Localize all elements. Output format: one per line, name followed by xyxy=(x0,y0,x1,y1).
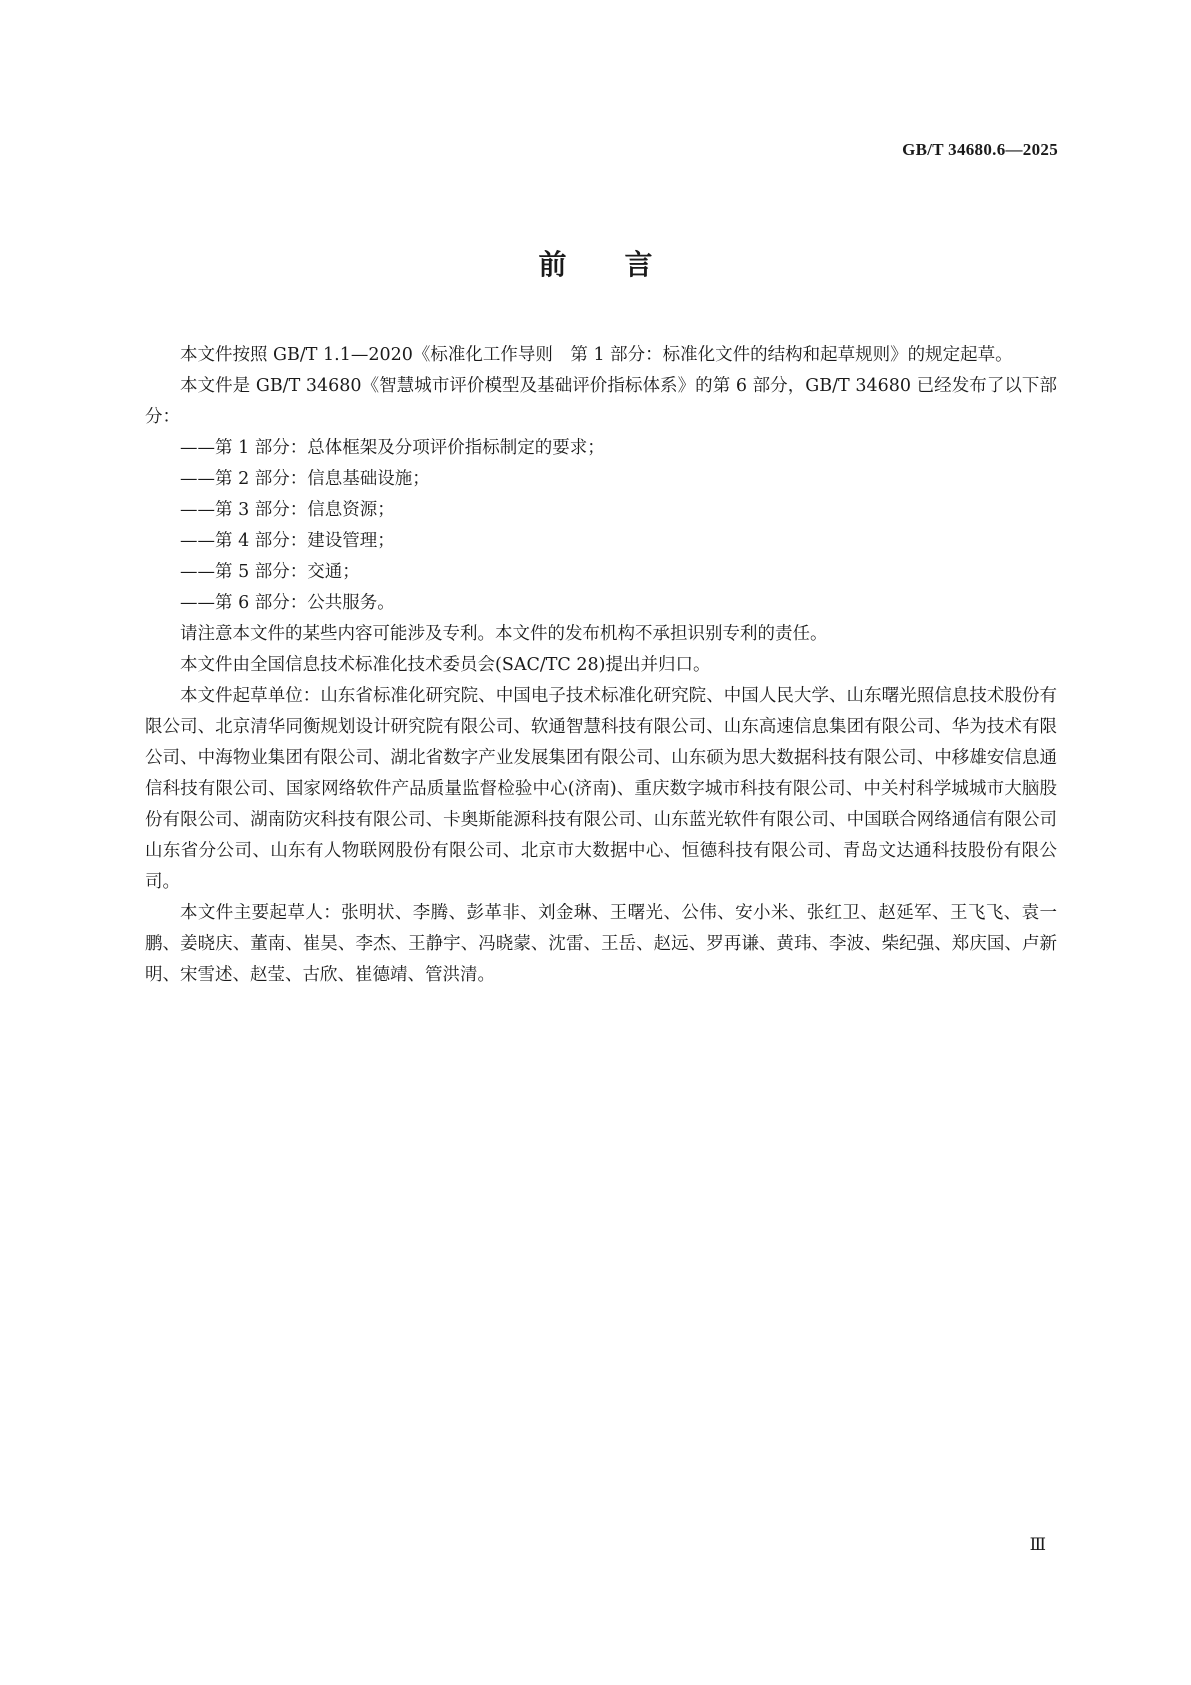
page-number: Ⅲ xyxy=(1029,1535,1046,1554)
list-item: ——第 3 部分：信息资源； xyxy=(180,500,395,520)
list-item: ——第 1 部分：总体框架及分项评价指标制定的要求； xyxy=(180,438,605,458)
drafters-paragraph: 本文件主要起草人：张明状、李腾、彭革非、刘金琳、王曙光、公伟、安小米、张红卫、赵延军、王飞飞、袁一鹏、姜晓庆、董南、崔昊、李杰、王静宇、冯晓蒙、沈雷、王岳、赵远、罗再谦、黄玮、李波、柴纪强、郑庆国、卢新明、宋雪述、赵莹、古欣、崔德靖、管洪清。 xyxy=(145,903,1057,985)
list-item: ——第 2 部分：信息基础设施； xyxy=(180,469,430,489)
series-paragraph: 本文件是 GB/T 34680《智慧城市评价模型及基础评价指标体系》的第 6 部分，GB/T 34680 已经发布了以下部分： xyxy=(145,376,1057,427)
foreword-body xyxy=(145,340,1057,991)
list-item: ——第 5 部分：交通； xyxy=(180,562,360,582)
proposer-paragraph: 本文件由全国信息技术标准化技术委员会(SAC/TC 28)提出并归口。 xyxy=(180,655,711,675)
page-title: 前言 xyxy=(538,248,711,281)
patent-notice-paragraph: 请注意本文件的某些内容可能涉及专利。本文件的发布机构不承担识别专利的责任。 xyxy=(180,624,828,644)
drafting-rules-paragraph: 本文件按照 GB/T 1.1—2020《标准化工作导则 第 1 部分：标准化文件的结构和起草规则》的规定起草。 xyxy=(180,345,1013,365)
list-item: ——第 4 部分：建设管理； xyxy=(180,531,395,551)
list-item: ——第 6 部分：公共服务。 xyxy=(180,593,395,613)
standard-code: GB/T 34680.6—2025 xyxy=(902,140,1058,159)
drafting-units-paragraph: 本文件起草单位：山东省标准化研究院、中国电子技术标准化研究院、中国人民大学、山东曙光照信息技术股份有限公司、北京清华同衡规划设计研究院有限公司、软通智慧科技有限公司、山东高速信息集团有限公司、华为技术有限公司、中海物业集团有限公司、湖北省数字产业发展集团有限公司、山东硕为思大数据科技有限公司、中移雄安信息通信科技有限公司、国家网络软件产品质量监督检验中心(济南)、重庆数字城市科技有限公司、中关村科学城城市大脑股份有限公司、湖南防灾科技有限公司、卡奥斯能源科技有限公司、山东蓝光软件有限公司、中国联合网络通信有限公司山东省分公司、山东有人物联网股份有限公司、北京市大数据中心、恒德科技有限公司、青岛文达通科技股份有限公司。 xyxy=(145,686,1057,892)
